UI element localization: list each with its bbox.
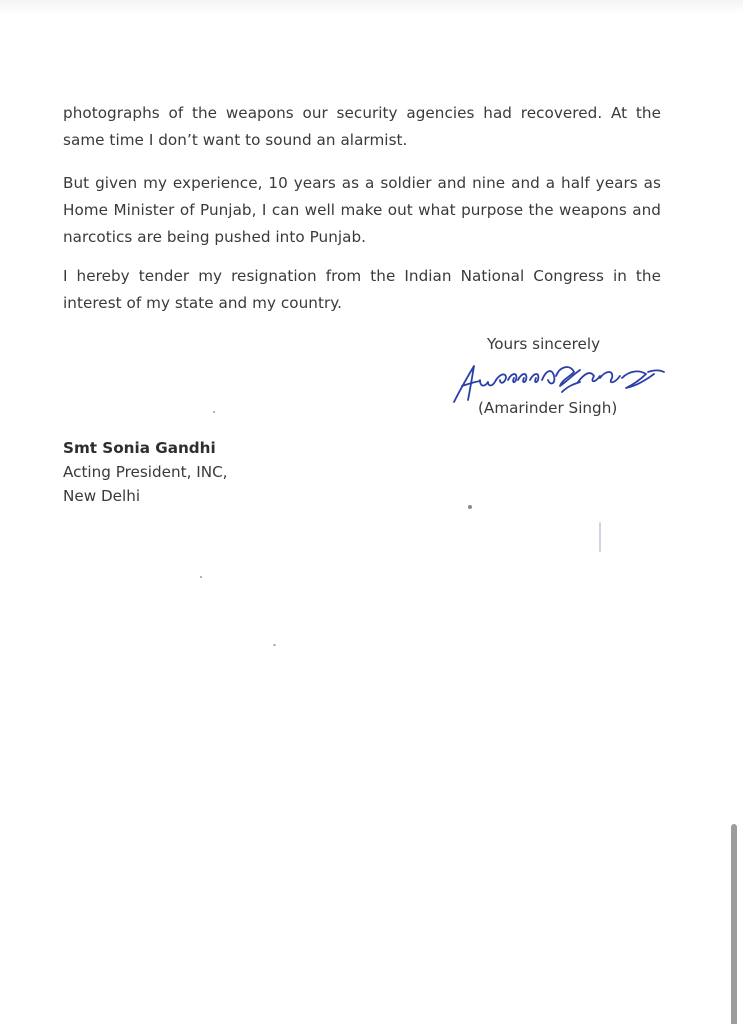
scan-speck bbox=[273, 644, 276, 646]
addressee-name: Smt Sonia Gandhi bbox=[63, 439, 216, 457]
scan-streak bbox=[599, 522, 601, 552]
page-top-shadow bbox=[0, 0, 743, 14]
addressee-block bbox=[63, 436, 228, 508]
addressee-title: Acting President, INC, bbox=[63, 463, 228, 481]
paragraph-weapons-photographs: photographs of the weapons our security agencies had recovered. At the same time I don’t want to sound an alarmist. bbox=[63, 104, 661, 149]
paragraph-experience: But given my experience, 10 years as a soldier and nine and a half years as Home Minister of Punjab, I can well make out what purpose the weapons and narcotics are being pushed into Punjab. bbox=[63, 174, 661, 246]
addressee-location: New Delhi bbox=[63, 487, 141, 505]
scan-speck bbox=[200, 576, 202, 578]
paragraph-resignation: I hereby tender my resignation from the Indian National Congress in the interest of my state and my country. bbox=[63, 267, 661, 312]
page-edge-shadow bbox=[731, 824, 737, 1024]
scan-speck bbox=[213, 411, 215, 413]
scan-speck bbox=[468, 505, 472, 509]
closing-salutation: Yours sincerely bbox=[487, 335, 601, 353]
signer-name: (Amarinder Singh) bbox=[478, 399, 618, 417]
